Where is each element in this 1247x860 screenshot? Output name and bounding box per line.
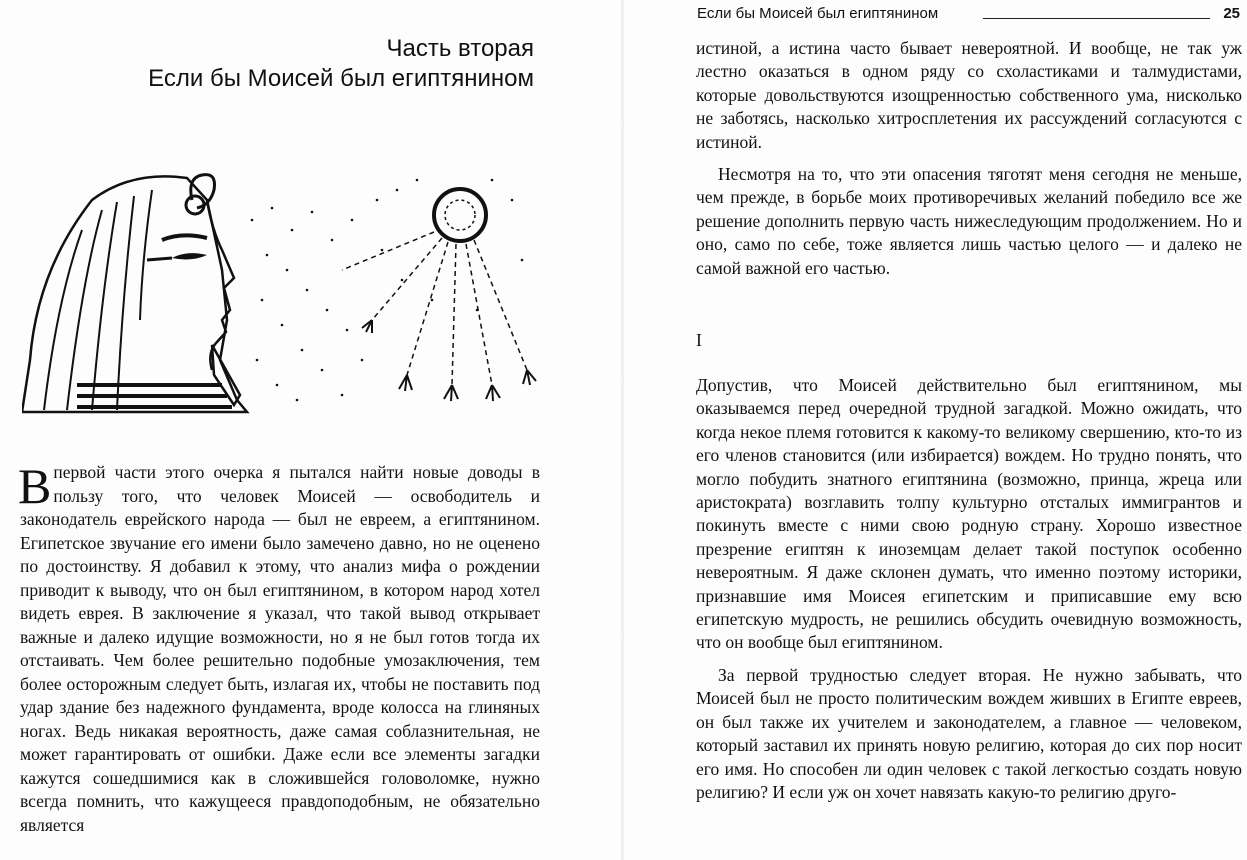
pharaoh-and-sun-illustration-icon xyxy=(22,160,542,415)
running-title: Если бы Моисей был египтянином xyxy=(697,5,939,22)
running-header xyxy=(697,4,1240,24)
running-header-rule xyxy=(983,18,1210,19)
part-title-line-2: Если бы Моисей был египтянином xyxy=(148,65,534,92)
right-paragraph-4: За первой трудностью следует вторая. Не нужно забывать, что Моисей был не просто политическим вождем живших в Египте евреев, он был также их учителем и законодателем, а главное — человеком, который заставил их принять новую религию, которая до сих пор носит его имя. Но способен ли один человек с такой легкостью создать новую религию? И если уж он хочет навязать какую-то религию друго- xyxy=(696,664,1242,802)
part-heading xyxy=(148,34,534,94)
right-body-text-top xyxy=(696,37,1242,280)
part-title-line-1: Часть вторая xyxy=(386,35,534,62)
section-number: I xyxy=(696,330,702,350)
right-page xyxy=(624,0,1247,860)
drop-cap: В xyxy=(18,458,52,514)
right-paragraph-2: Несмотря на то, что эти опасения тяготят меня сегодня не меньше, чем прежде, в борьбе моих противоречивых желаний победило все же решение дополнить первую часть нижеследующим продолжением. Но и оно, само по себе, тоже является лишь частью целого — и далеко не самой важной его частью. xyxy=(696,164,1242,278)
left-paragraph-1 xyxy=(18,458,540,837)
left-body-text xyxy=(18,458,540,837)
right-paragraph-1: истиной, а истина часто бывает невероятной. И вообще, не так уж лестно оказаться в одном ряду со схоластиками и талмудистами, которые довольствуются изощренностью собственного ума, нисколько не заботясь, насколько хитросплетения их рассуждений согласуются с истиной. xyxy=(696,38,1242,152)
right-body-text-bottom xyxy=(696,374,1242,804)
left-page xyxy=(0,0,622,860)
right-paragraph-3: Допустив, что Моисей действительно был египтянином, мы оказываемся перед очередной трудной загадкой. Можно ожидать, что когда некое племя готовится к какому-то великому свершению, кто-то из его членов становится (или избирается) вождем. Но трудно понять, что могло побудить знатного египтянина (возможно, принца, жреца или аристократа) возглавить толпу культурно отсталых иммигрантов и покинуть вместе с ними свою родную страну. Хорошо известное презрение египтян к иноземцам делает такой поступок особенно невероятным. Я даже склонен думать, что именно поэтому историки, признавшие имя Моисея египетским и приписавшие ему всю египетскую мудрость, не решились обсудить очевидную возможность, что он вообще был египтянином. xyxy=(696,375,1242,653)
left-paragraph-1-text: первой части этого очерка я пытался найти новые доводы в пользу того, что человек Моисей — освободитель и законодатель еврейского народа — был не евреем, а египтянином. Египетское звучание его имени было замечено давно, но не оценено по достоинству. Я добавил к этому, что анализ мифа о рождении приводит к выводу, что он был египтянином, в котором народ хотел видеть еврея. В заключение я указал, что такой вывод открывает важные и далеко идущие возможности, но я не был готов тогда их отстаивать. Чем более решительно подобные умозаключения, тем более осторожным следует быть, излагая их, чтобы не поставить под удар здание без надежного фундамента, вроде колосса на глиняных ногах. Ведь никакая вероятность, даже самая соблазнительная, не может гарантировать от ошибки. Даже если все элементы загадки кажутся сошедшимися как в сложившейся головоломке, нужно всегда помнить, что кажущееся правдоподобным, не обязательно является xyxy=(20,462,540,835)
page-number: 25 xyxy=(1223,5,1240,22)
